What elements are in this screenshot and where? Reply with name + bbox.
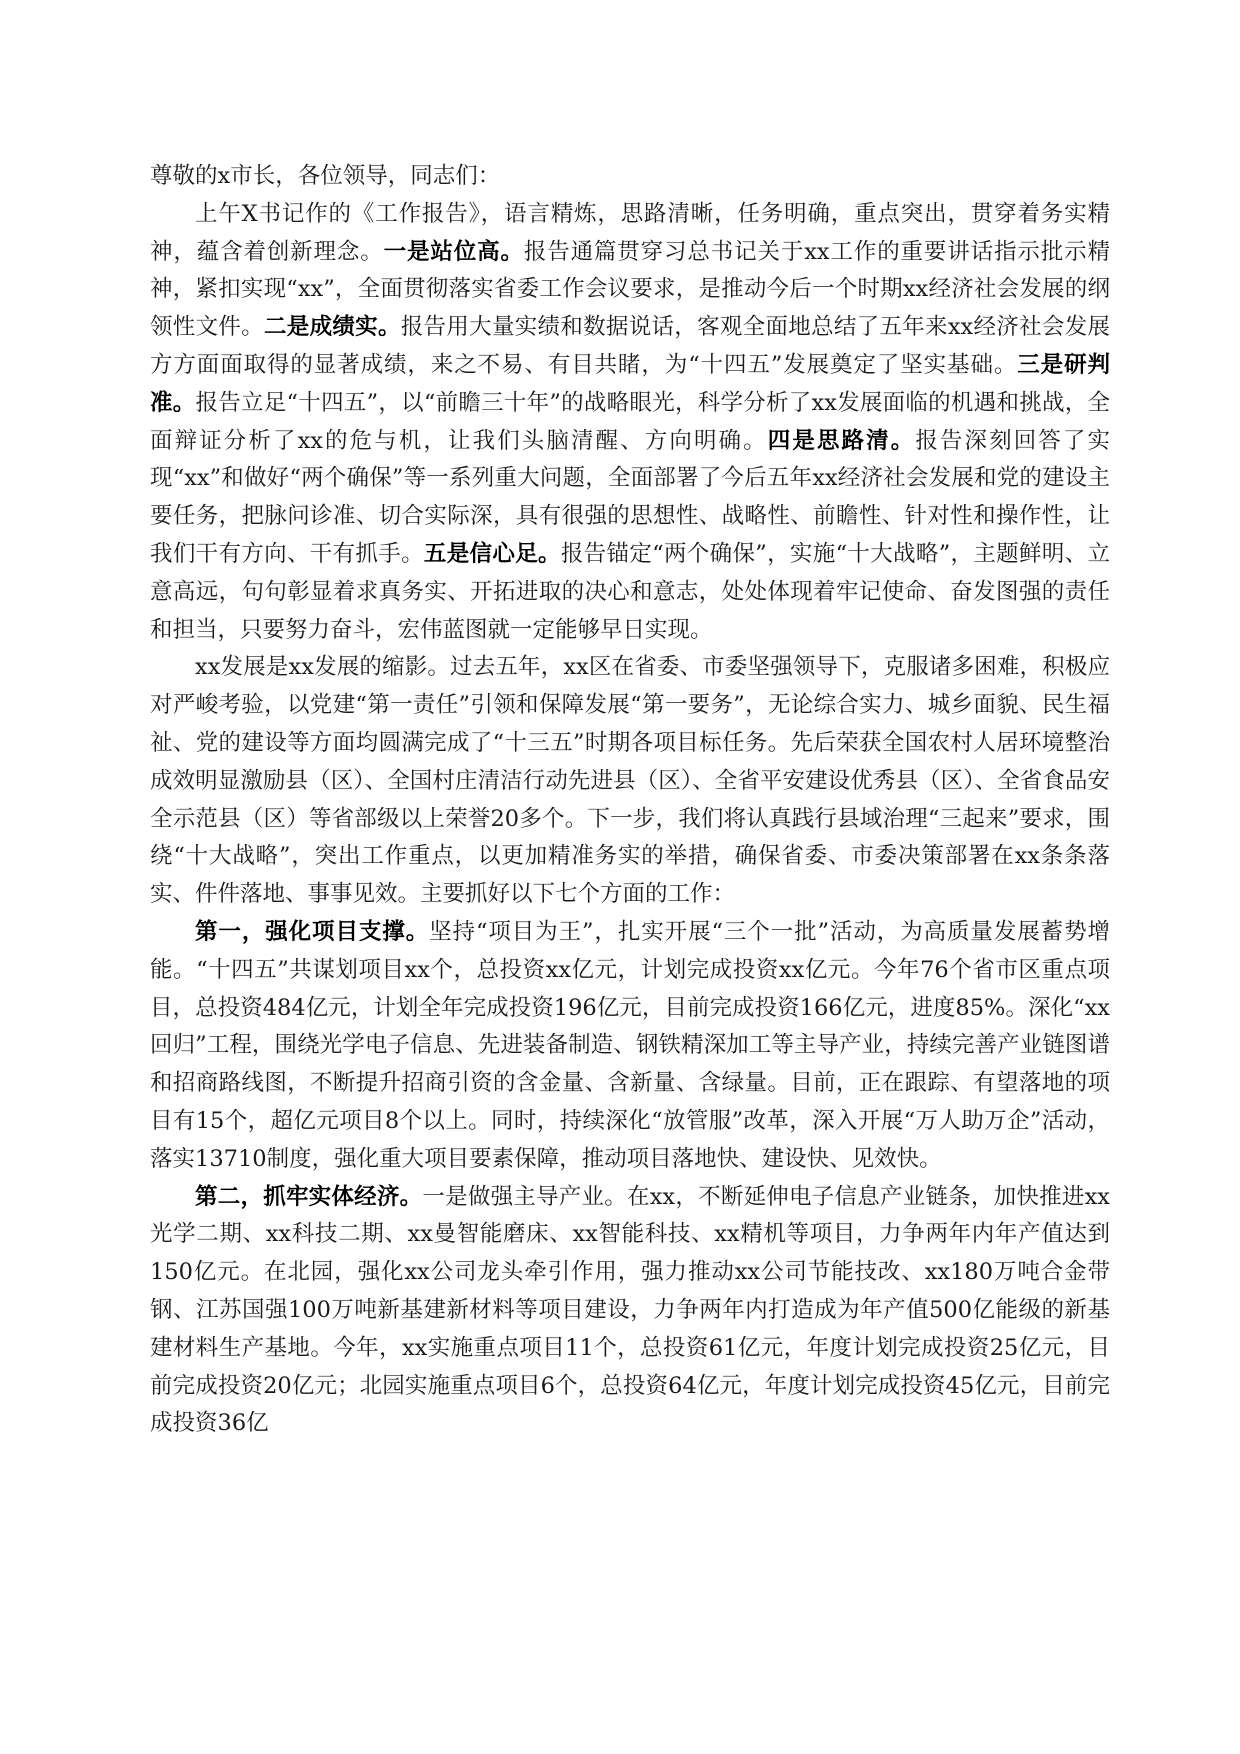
sentence: 报告深刻回答了实现“xx”和做好“两个确保”等一系列重大问题，全面部署了今后五年xx经济社会发展和党的建设主要任务，把脉问诊准、切合实际深，具有很强的思想性、战略性、前瞻性、针对性和操作性，让我们干有方向、干有抓手。 <box>150 427 1110 567</box>
paragraph-first-task <box>150 914 1110 1179</box>
sentence: 报告用大量实绩和数据说话，客观全面地总结了五年来xx经济社会发展方方面面取得的显著成绩，来之不易、有目共睹，为“十四五”发展奠定了坚实基础。 <box>150 314 1110 378</box>
document-page <box>150 158 1110 1443</box>
sentence: 报告锚定“两个确保”，实施“十大战略”，主题鲜明、立意高远，句句彰显着求真务实、开拓进取的决心和意志，处处体现着牢记使命、奋发图强的责任和担当，只要努力奋斗，宏伟蓝图就一定能够早日实现。 <box>150 540 1110 643</box>
bold-point-4: 四是思路清。 <box>767 427 916 454</box>
section-heading-first: 第一，强化项目支撑。 <box>195 918 430 945</box>
paragraph-report-review <box>150 196 1110 650</box>
sentence: 报告通篇贯穿习总书记关于xx工作的重要讲话指示批示精神，紧扣实现“xx”，全面贯彻落实省委工作会议要求，是推动今后一个时期xx经济社会发展的纲领性文件。 <box>150 238 1110 341</box>
bold-point-3: 三是研判准。 <box>150 351 1110 416</box>
bold-point-5: 五是信心足。 <box>423 540 561 567</box>
sentence: 一是做强主导产业。在xx，不断延伸电子信息产业链条，加快推进xx光学二期、xx科技二期、xx曼智能磨床、xx智能科技、xx精机等项目，力争两年内年产值达到150亿元。在北园，强化xx公司龙头牵引作用，强力推动xx公司节能技改、xx180万吨合金带钢、江苏国强100万吨新基建新材料等项目建设，力争两年内打造成为年产值500亿能级的新基建材料生产基地。今年，xx实施重点项目11个，总投资61亿元，年度计划完成投资25亿元，目前完成投资20亿元；北园实施重点项目6个，总投资64亿元，年度计划完成投资45亿元，目前完成投资36亿 <box>150 1183 1110 1437</box>
paragraph-second-task <box>150 1179 1110 1444</box>
paragraph-development-summary: xx发展是xx发展的缩影。过去五年，xx区在省委、市委坚强领导下，克服诸多困难，积极应对严峻考验，以党建“第一责任”引领和保障发展“第一要务”，无论综合实力、城乡面貌、民生福祉、党的建设等方面均圆满完成了“十三五”时期各项目标任务。先后荣获全国农村人居环境整治成效明显激励县（区）、全国村庄清洁行动先进县（区）、全省平安建设优秀县（区）、全省食品安全示范县（区）等省部级以上荣誉20多个。下一步，我们将认真践行县域治理“三起来”要求，围绕“十大战略”，突出工作重点，以更加精准务实的举措，确保省委、市委决策部署在xx条条落实、件件落地、事事见效。主要抓好以下七个方面的工作： <box>150 654 1110 908</box>
sentence: 上午X书记作的《工作报告》，语言精炼，思路清晰，任务明确，重点突出，贯穿着务实精神，蕴含着创新理念。 <box>150 200 1110 265</box>
section-heading-second: 第二，抓牢实体经济。 <box>195 1183 423 1210</box>
bold-point-2: 二是成绩实。 <box>263 314 401 341</box>
bold-point-1: 一是站位高。 <box>383 238 524 265</box>
sentence: 报告立足“十四五”，以“前瞻三十年”的战略眼光，科学分析了xx发展面临的机遇和挑战，全面辩证分析了xx的危与机，让我们头脑清醒、方向明确。 <box>150 389 1110 454</box>
sentence: 坚持“项目为王”，扎实开展“三个一批”活动，为高质量发展蓄势增能。“十四五”共谋划项目xx个，总投资xx亿元，计划完成投资xx亿元。今年76个省市区重点项目，总投资484亿元，计划全年完成投资196亿元，目前完成投资166亿元，进度85%。深化“xx回归”工程，围绕光学电子信息、先进装备制造、钢铁精深加工等主导产业，持续完善产业链图谱和招商路线图，不断提升招商引资的含金量、含新量、含绿量。目前，正在跟踪、有望落地的项目有15个，超亿元项目8个以上。同时，持续深化“放管服”改革，深入开展“万人助万企”活动，落实13710制度，强化重大项目要素保障，推动项目落地快、建设快、见效快。 <box>150 918 1110 1172</box>
salutation: 尊敬的x市长，各位领导，同志们： <box>150 163 501 189</box>
